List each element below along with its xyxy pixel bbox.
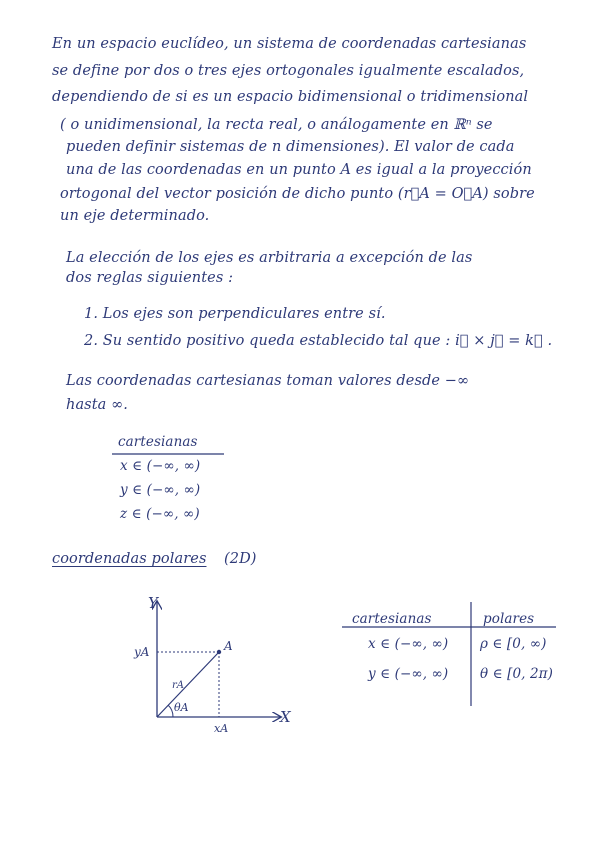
cartesian-table-header: cartesianas — [118, 434, 198, 450]
theta-label: θA — [174, 701, 189, 714]
paragraph2-line-1: La elección de los ejes es arbitraria a excepción de las — [66, 250, 473, 266]
rule-1: 1. Los ejes son perpendiculares entre sí. — [84, 306, 386, 322]
polar-table-grid — [340, 600, 560, 710]
point-a-label: A — [224, 639, 233, 653]
polar-row-1-polar: ρ ∈ [0, ∞) — [480, 636, 547, 652]
paragraph1-line-1: En un espacio euclídeo, un sistema de coordenadas cartesianas — [52, 36, 527, 52]
x-axis-label: X — [280, 708, 291, 726]
paragraph3-line-2: hasta ∞. — [66, 397, 128, 413]
polar-section-title: coordenadas polares — [52, 551, 207, 567]
paragraph1-line-7: ortogonal del vector posición de dicho punto (r⃗A = O⃗A) sobre — [60, 186, 535, 202]
point-a-dot — [217, 650, 221, 654]
theta-arc — [168, 705, 173, 717]
polar-diagram — [120, 590, 310, 740]
y-axis-label: Y — [148, 594, 158, 612]
paragraph1-line-8: un eje determinado. — [60, 208, 210, 224]
paragraph1-line-3: dependiendo de si es un espacio bidimensional o tridimensional — [52, 89, 529, 105]
polar-row-1-cartesian: x ∈ (−∞, ∞) — [368, 636, 449, 652]
paragraph3-line-1: Las coordenadas cartesianas toman valores desde −∞ — [66, 373, 470, 389]
polar-table-header-polar: polares — [483, 611, 535, 627]
cartesian-row-x: x ∈ (−∞, ∞) — [120, 458, 201, 474]
cartesian-row-z: z ∈ (−∞, ∞) — [120, 506, 200, 522]
cartesian-table-rule — [110, 452, 230, 456]
y-coordinate-label: yA — [134, 645, 150, 659]
paragraph1-line-4: ( o unidimensional, la recta real, o análogamente en ℝⁿ se — [60, 117, 493, 133]
radius-label: rA — [172, 680, 185, 691]
polar-row-2-cartesian: y ∈ (−∞, ∞) — [368, 666, 449, 682]
paragraph1-line-5: pueden definir sistemas de n dimensiones). El valor de cada — [66, 139, 515, 155]
cartesian-row-y: y ∈ (−∞, ∞) — [120, 482, 201, 498]
rule-2: 2. Su sentido positivo queda establecido tal que : i⃗ × j⃗ = k⃗ . — [84, 333, 553, 349]
polar-row-2-polar: θ ∈ [0, 2π) — [480, 666, 553, 682]
x-coordinate-label: xA — [214, 722, 229, 735]
polar-section-suffix: (2D) — [224, 551, 257, 567]
paragraph1-line-6: una de las coordenadas en un punto A es igual a la proyección — [66, 162, 532, 178]
paragraph1-line-2: se define por dos o tres ejes ortogonales igualmente escalados, — [52, 63, 525, 79]
polar-table-header-cartesian: cartesianas — [352, 611, 432, 627]
paragraph2-line-2: dos reglas siguientes : — [66, 270, 234, 286]
